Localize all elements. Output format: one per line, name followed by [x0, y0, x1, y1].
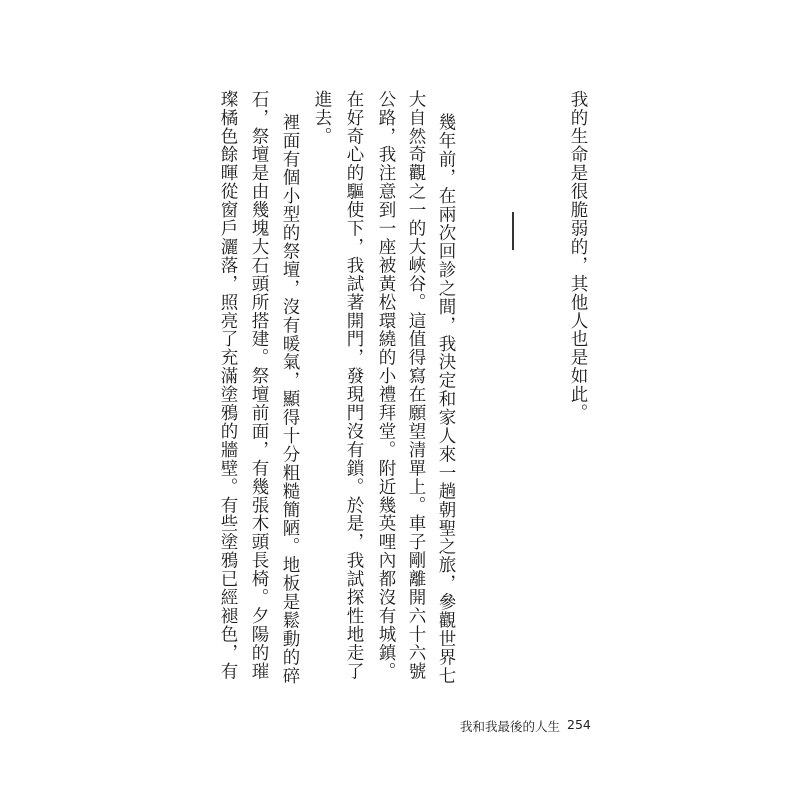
running-footer-title: 我和我最後的人生: [460, 719, 561, 734]
page-number: 254: [567, 717, 591, 732]
paragraph-2-line-2: 石，祭壇是由幾塊大石頭所搭建。祭壇前面，有幾張木頭長椅。夕陽的璀: [249, 90, 269, 681]
paragraph-1-line-5: 進去。: [312, 90, 332, 146]
paragraph-2-line-1: 裡面有個小型的祭壇，沒有暖氣，顯得十分粗糙簡陋。地板是鬆動的碎: [280, 113, 300, 685]
paragraph-1-line-3: 公路，我注意到一座被黃松環繞的小禮拜堂。附近幾英哩內都沒有城鎮。: [376, 90, 396, 681]
paragraph-1-line-4: 在好奇心的驅使下，我試著開門，發現門沒有鎖。於是，我試探性地走了: [344, 90, 364, 681]
epigraph-line: 我的生命是很脆弱的，其他人也是如此。: [568, 90, 588, 423]
paragraph-2-line-3: 璨橘色餘暉從窗戶灑落，照亮了充滿塗鴉的牆壁。有些塗鴉已經褪色，有: [218, 90, 238, 681]
paragraph-1-line-2: 大自然奇觀之一的大峽谷。這值得寫在願望清單上。車子剛離開六十六號: [406, 90, 426, 681]
paragraph-1-line-1: 幾年前，在兩次回診之間，我決定和家人來一趟朝聖之旅，參觀世界七: [436, 113, 456, 685]
section-divider: [512, 212, 514, 250]
